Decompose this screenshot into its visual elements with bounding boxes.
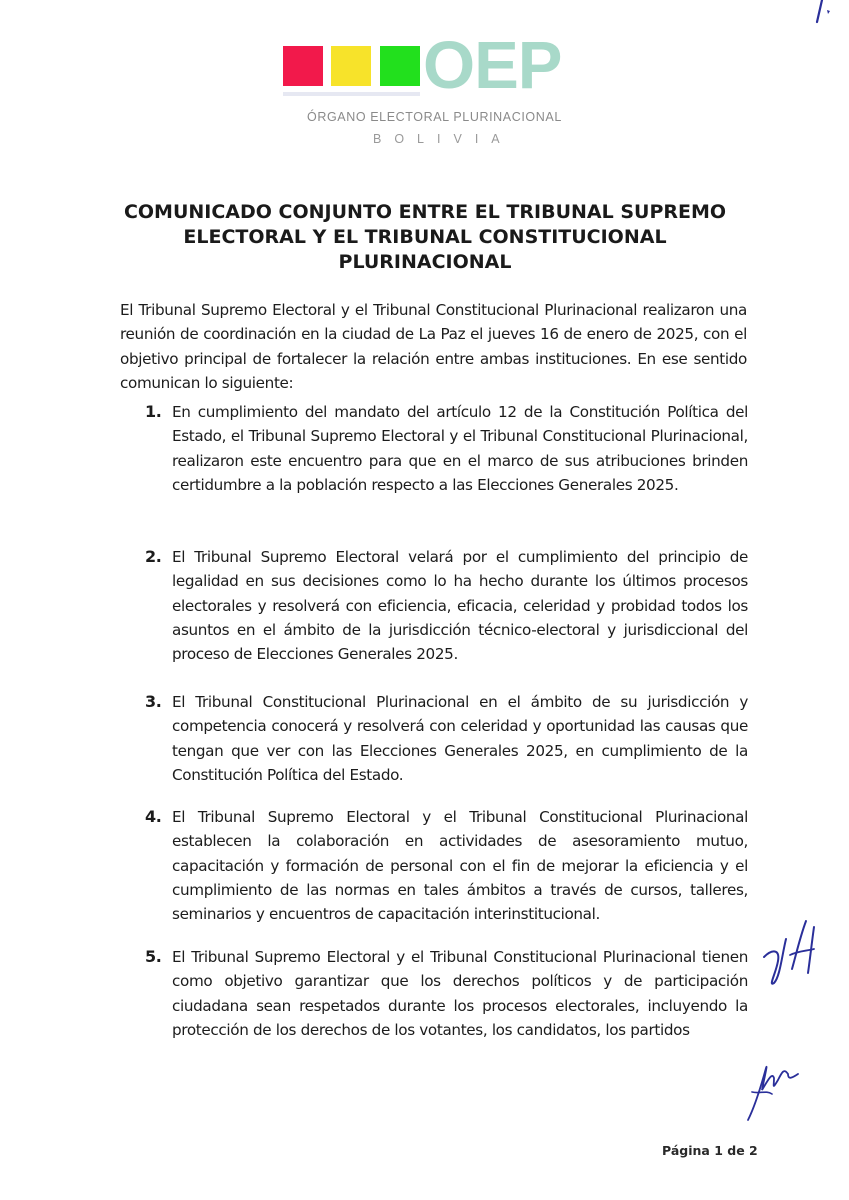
list-item <box>145 400 748 497</box>
list-item-text: En cumplimiento del mandato del artículo 12 de la Constitución Política del Estado, el Tribunal Supremo Electoral y el Tribunal Constitucional Plurinacional, realizaron este encuentro para que en el marco de sus atribuciones brinden certidumbre a la población respecto a las Elecciones Generales 2025. <box>172 403 748 494</box>
logo-acronym: OEP <box>423 28 562 103</box>
logo-org-name: ÓRGANO ELECTORAL PLURINACIONAL <box>307 110 562 124</box>
list-item <box>145 945 748 1042</box>
handwritten-signature <box>762 915 822 990</box>
list-item-text: El Tribunal Supremo Electoral y el Tribunal Constitucional Plurinacional establecen la colaboración en actividades de asesoramiento mutuo, capacitación y formación de personal con el fin de mejorar la eficiencia y el cumplimiento de las normas en tales ámbitos a través de cursos, talleres, seminarios y encuentros de capacitación interinstitucional. <box>172 808 748 924</box>
page-current: 1 <box>714 1143 723 1158</box>
logo-green-square <box>380 46 420 86</box>
intro-paragraph: El Tribunal Supremo Electoral y el Tribunal Constitucional Plurinacional realizaron una reunión de coordinación en la ciudad de La Paz el jueves 16 de enero de 2025, con el objetivo principal de fortalecer la relación entre ambas instituciones. En ese sentido comunican lo siguiente: <box>120 301 747 393</box>
list-item-number: 1. <box>145 402 162 421</box>
list-item-number: 3. <box>145 692 162 711</box>
logo-red-square <box>283 46 323 86</box>
list-item <box>145 805 748 926</box>
page-of: de <box>727 1143 745 1158</box>
handwritten-signature <box>742 1050 812 1125</box>
list-item-number: 4. <box>145 807 162 826</box>
logo-yellow-square <box>331 46 371 86</box>
page-footer <box>662 1143 758 1158</box>
page-label: Página <box>662 1143 710 1158</box>
logo-country: BOLIVIA <box>373 132 513 146</box>
list-item-text: El Tribunal Supremo Electoral y el Tribunal Constitucional Plurinacional tienen como objetivo garantizar que los derechos políticos y de participación ciudadana sean respetados durante los procesos electorales, incluyendo la protección de los derechos de los votantes, los candidatos, los partidos <box>172 948 748 1039</box>
oep-logo <box>280 28 600 155</box>
list-item-number: 5. <box>145 947 162 966</box>
list-item <box>145 690 748 787</box>
page-total: 2 <box>749 1143 758 1158</box>
handwritten-page-number <box>812 0 842 28</box>
list-item <box>145 545 748 666</box>
list-item-number: 2. <box>145 547 162 566</box>
list-item-text: El Tribunal Constitucional Plurinacional en el ámbito de su jurisdicción y competencia conocerá y resolverá con celeridad y oportunidad las causas que tengan que ver con las Elecciones Generales 2025, en cumplimiento de la Constitución Política del Estado. <box>172 693 748 784</box>
document-title: COMUNICADO CONJUNTO ENTRE EL TRIBUNAL SUPREMO ELECTORAL Y EL TRIBUNAL CONSTITUCIONAL PLURINACIONAL <box>123 200 727 273</box>
logo-underline <box>283 92 420 96</box>
list-item-text: El Tribunal Supremo Electoral velará por el cumplimiento del principio de legalidad en sus decisiones como lo ha hecho durante los últimos procesos electorales y resolverá con eficiencia, eficacia, celeridad y probidad todos los asuntos en el ámbito de la jurisdicción técnico-electoral y jurisdiccional del proceso de Elecciones Generales 2025. <box>172 548 748 664</box>
